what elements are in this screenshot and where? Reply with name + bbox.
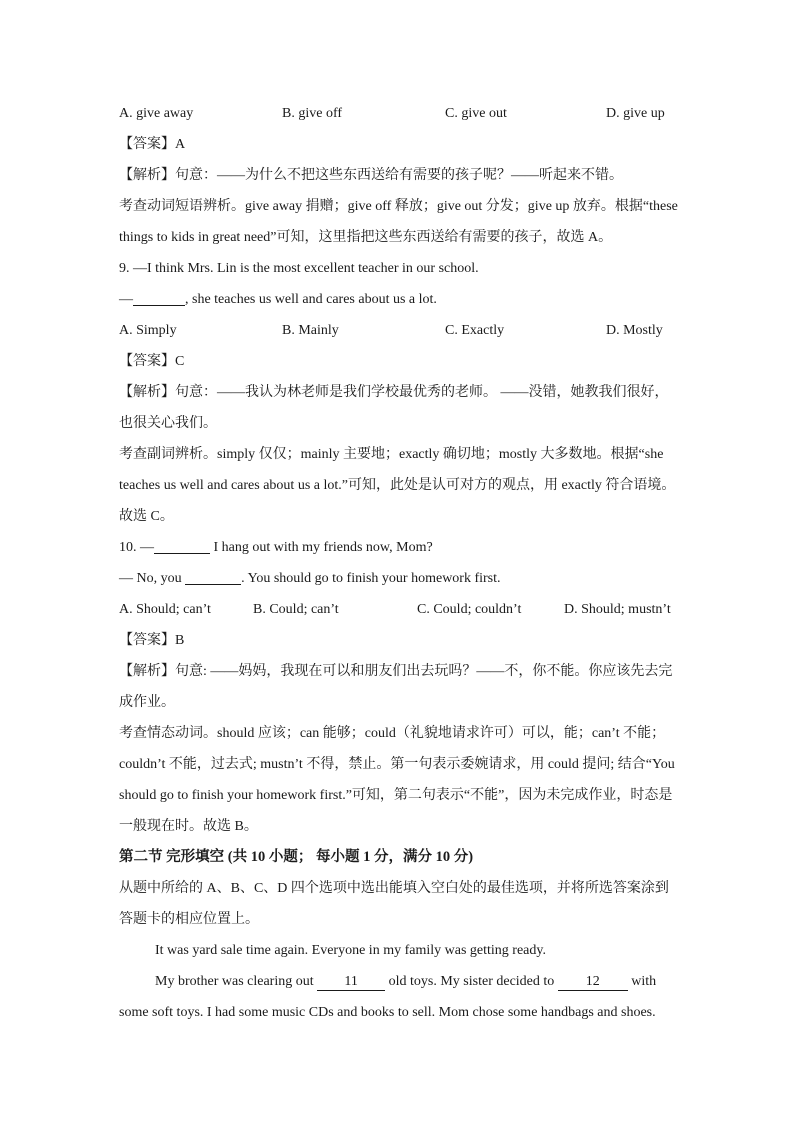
q8-option-a: A. give away — [119, 106, 194, 121]
q10-analysis-line: 考查情态动词。should 应该；can 能够；could（礼貌地请求许可）可以，能；can’t 不能； — [119, 726, 666, 741]
section-title: 第二节 完形填空 (共 10 小题； 每小题 1 分，满分 10 分) — [119, 849, 474, 865]
q10-analysis-line: 成作业。 — [119, 695, 175, 710]
q9-options — [119, 315, 675, 346]
q10-response-start: — No, you — [119, 571, 186, 586]
q8-analysis-line: things to kids in great need”可知，这里指把这些东西送给有需要的孩子，故选 A。 — [119, 230, 613, 245]
q9-stem-response — [119, 284, 675, 315]
q9-answer: 【答案】C — [119, 354, 185, 369]
q10-analysis-line: 一般现在时。故选 B。 — [119, 819, 258, 834]
passage-text: old toys. My sister decided to — [385, 974, 558, 989]
q9-analysis-line: 也很关心我们。 — [119, 416, 217, 431]
cloze-blank-11: 11 — [317, 974, 385, 991]
q9-option-b: B. Mainly — [282, 323, 339, 338]
q9-option-a: A. Simply — [119, 323, 177, 338]
passage-line — [119, 966, 675, 997]
q10-option-a: A. Should; can’t — [119, 602, 211, 617]
q9-stem-text: , she teaches us well and cares about us a lot. — [185, 292, 437, 307]
q10-response-text: . You should go to finish your homework first. — [241, 571, 501, 586]
q10-stem-response — [119, 563, 675, 594]
q8-analysis-line: 考查动词短语辨析。give away 捐赠；give off 释放；give out 分发；give up 放弃。根据“these — [119, 199, 678, 214]
q8-options — [119, 98, 675, 129]
q8-option-b: B. give off — [282, 106, 343, 121]
q10-analysis-line: 【解析】句意: ——妈妈，我现在可以和朋友们出去玩吗？——不，你不能。你应该先去完 — [119, 664, 673, 679]
q9-option-c: C. Exactly — [445, 323, 505, 338]
q10-option-c: C. Could; couldn’t — [417, 602, 522, 617]
q9-option-d: D. Mostly — [606, 323, 663, 338]
q10-option-b: B. Could; can’t — [253, 602, 339, 617]
cloze-blank-12: 12 — [558, 974, 628, 991]
q10-analysis-line: couldn’t 不能，过去式; mustn’t 不得，禁止。第一句表示委婉请求，用 could 提问; 结合“You — [119, 757, 675, 772]
q8-option-c: C. give out — [445, 106, 507, 121]
passage-line: It was yard sale time again. Everyone in my family was getting ready. — [155, 943, 546, 958]
q9-analysis-line: teaches us well and cares about us a lot.”可知，此处是认可对方的观点，用 exactly 符合语境。 — [119, 478, 676, 493]
passage-line: some soft toys. I had some music CDs and books to sell. Mom chose some handbags and shoes. — [119, 1005, 656, 1020]
dash: — — [119, 292, 133, 307]
section-instruction: 从题中所给的 A、B、C、D 四个选项中选出能填入空白处的最佳选项，并将所选答案涂到 — [119, 881, 669, 896]
passage-text: My brother was clearing out — [155, 974, 318, 989]
q9-stem: 9. —I think Mrs. Lin is the most excellent teacher in our school. — [119, 261, 479, 276]
answer-blank — [133, 291, 185, 306]
q10-stem-text: I hang out with my friends now, Mom? — [210, 540, 433, 555]
q10-number: 10. — — [119, 540, 154, 555]
answer-blank — [185, 570, 241, 585]
q10-options — [119, 594, 675, 625]
section-instruction: 答题卡的相应位置上。 — [119, 912, 259, 927]
q8-option-d: D. give up — [606, 106, 665, 121]
q9-analysis-line: 故选 C。 — [119, 509, 174, 524]
answer-blank — [154, 539, 210, 554]
q9-analysis-line: 【解析】句意：——我认为林老师是我们学校最优秀的老师。 ——没错，她教我们很好， — [119, 385, 669, 400]
passage-text: with — [627, 974, 657, 989]
q8-analysis-line: 【解析】句意：——为什么不把这些东西送给有需要的孩子呢？——听起来不错。 — [119, 168, 623, 183]
q10-stem — [119, 532, 675, 563]
q10-answer: 【答案】B — [119, 633, 185, 648]
q9-analysis-line: 考查副词辨析。simply 仅仅；mainly 主要地；exactly 确切地；mostly 大多数地。根据“she — [119, 447, 664, 462]
q8-answer: 【答案】A — [119, 137, 186, 152]
document-page — [119, 98, 678, 1028]
q10-option-d: D. Should; mustn’t — [564, 602, 671, 617]
q10-analysis-line: should go to finish your homework first.”可知，第二句表示“不能”，因为未完成作业，时态是 — [119, 788, 673, 803]
